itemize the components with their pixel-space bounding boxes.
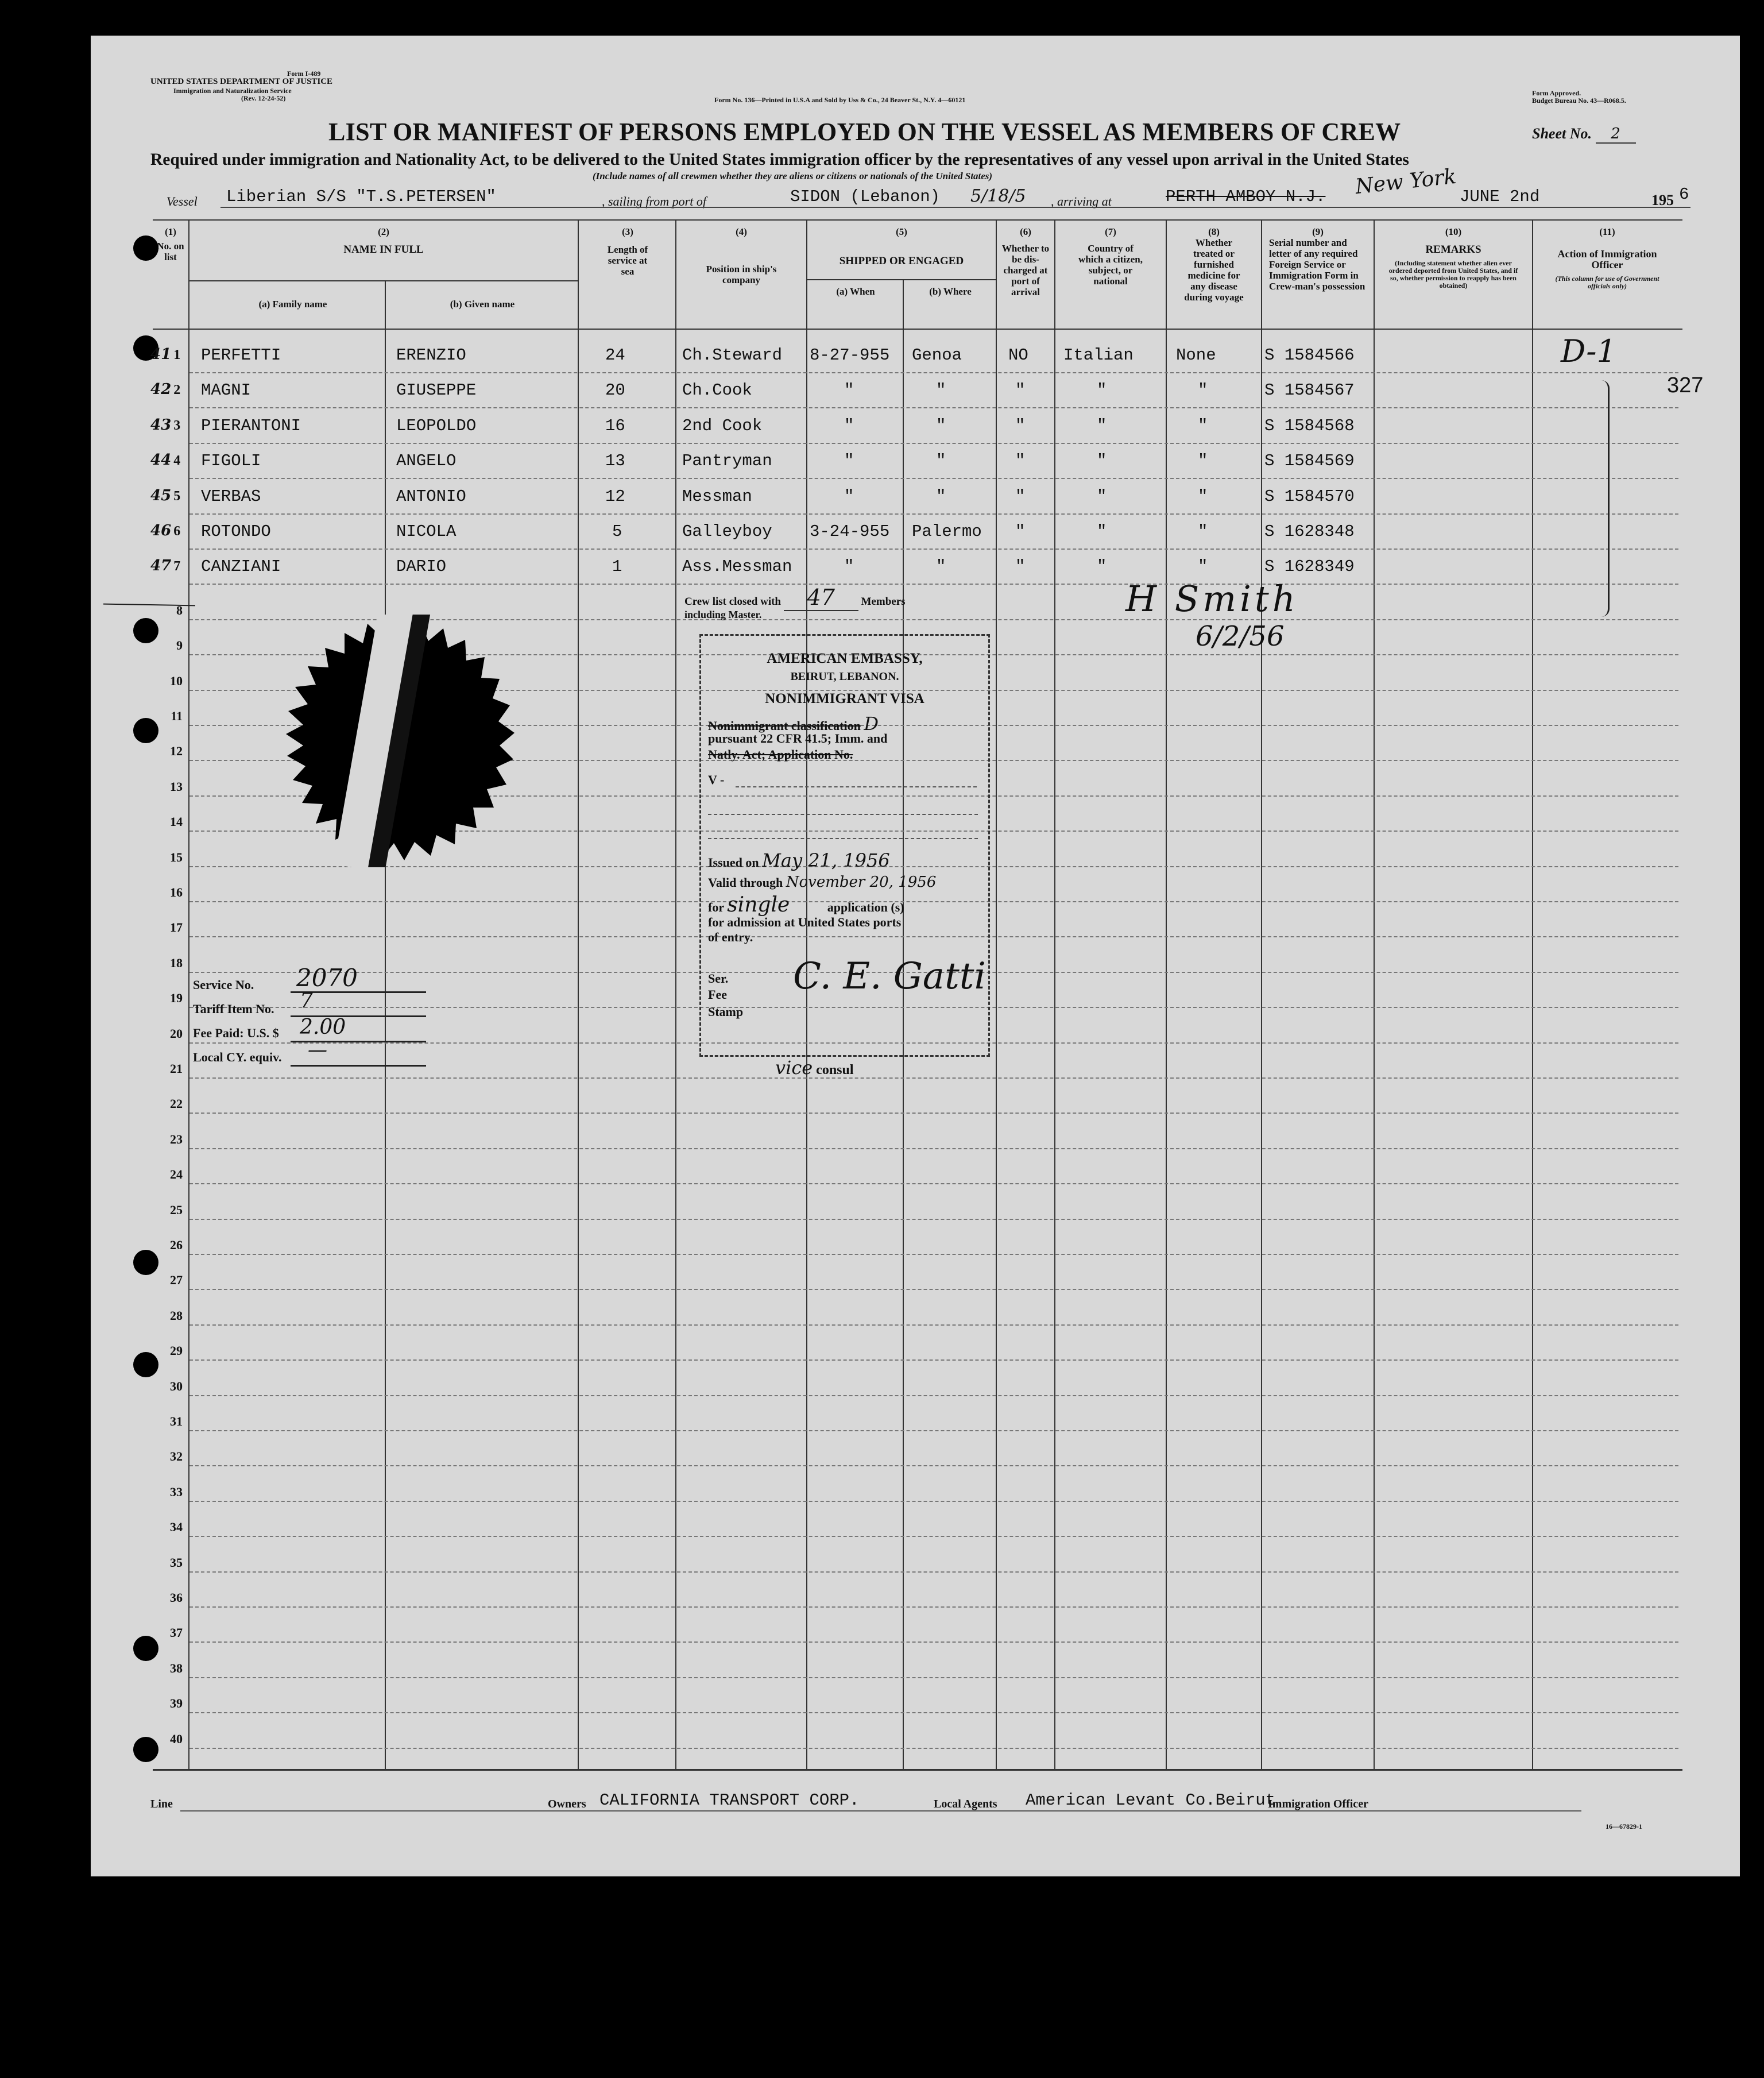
local-underline: [291, 1065, 426, 1067]
officer-label: Immigration Officer: [1268, 1798, 1368, 1810]
crew-shipped-where: ": [936, 486, 946, 506]
crew-row-number: [150, 346, 180, 363]
crew-position: Pantryman: [682, 451, 772, 471]
budget-bureau: Budget Bureau No. 43—R068.5.: [1532, 96, 1626, 105]
row-rule: [189, 1359, 1678, 1361]
crew-serial: S 1584567: [1264, 381, 1355, 400]
col-8-label: Whether treated or furnished medicine for any disease during voyage: [1184, 237, 1244, 303]
empty-row-number: 30: [170, 1378, 183, 1393]
col-4-number: (4): [736, 226, 747, 237]
visa-blank-line: [708, 814, 978, 815]
empty-row-number: 38: [170, 1660, 183, 1675]
arriving-handwritten: New York: [1354, 164, 1458, 199]
crew-given-name: ANGELO: [396, 451, 457, 471]
row-rule: [189, 1712, 1678, 1713]
col-6-label: Whether to be dis-charged at port of arrival: [1001, 243, 1050, 298]
empty-row-number: 12: [170, 744, 183, 759]
row-rule: [189, 549, 1678, 550]
empty-row-number: 9: [176, 638, 183, 653]
obscured-seal: [270, 615, 523, 867]
local-value: —: [308, 1038, 327, 1061]
service: Immigration and Naturalization Service: [173, 87, 292, 95]
crew-closed-master: including Master.: [684, 609, 762, 620]
col-rule: [1261, 219, 1262, 1770]
crew-shipped-where: ": [936, 451, 946, 471]
col-4-label: Position in ship's company: [706, 264, 777, 285]
col-1-header: [153, 226, 188, 262]
row-rule: [189, 372, 1678, 373]
vessel-underline: [220, 207, 1690, 208]
crew-country: ": [1097, 416, 1107, 435]
row-rule: [189, 1571, 1678, 1573]
table-bottom-border: [153, 1769, 1682, 1771]
crew-service: 20: [605, 381, 625, 400]
consul-signature: C. E. Gatti: [793, 955, 986, 998]
crew-row-number: [150, 557, 180, 574]
officer-bracket: [1593, 380, 1610, 617]
empty-row-number: 11: [171, 709, 183, 723]
empty-row-number: 16: [170, 885, 183, 899]
crew-serial: S 1584568: [1264, 416, 1355, 435]
page-number-stamp: 327: [1667, 373, 1704, 397]
crew-given-name: ERENZIO: [396, 346, 466, 365]
row-rule: [189, 1395, 1678, 1396]
crew-row-no: 6: [173, 524, 181, 539]
col-10-number: (10): [1445, 226, 1462, 237]
owners-value: CALIFORNIA TRANSPORT CORP.: [599, 1791, 860, 1810]
crew-service: 1: [612, 557, 622, 577]
department: UNITED STATES DEPARTMENT OF JUSTICE: [150, 77, 333, 86]
subtitle-note: (Include names of all crewmen whether they are aliens or citizens or nationals of the United States): [593, 171, 993, 181]
col-11-header: [1533, 226, 1681, 290]
col-5-header: [807, 226, 996, 266]
visa-city: BEIRUT, LEBANON.: [790, 670, 899, 683]
crew-given-name: LEOPOLDO: [396, 416, 477, 435]
col-3-number: (3): [622, 226, 633, 237]
crew-discharged: ": [1015, 557, 1026, 577]
crew-family-name: ROTONDO: [201, 522, 271, 541]
crew-medicine: ": [1198, 486, 1208, 506]
col-2b-header: (b) Given name: [450, 299, 515, 310]
empty-row-number: 32: [170, 1449, 183, 1464]
empty-row-number: 19: [170, 991, 183, 1006]
visa-issued-date: May 21, 1956: [762, 849, 890, 871]
visa-valid-date: November 20, 1956: [786, 874, 937, 891]
empty-row-number: 15: [170, 849, 183, 864]
crew-medicine: ": [1198, 451, 1208, 471]
empty-row-number: 33: [170, 1484, 183, 1499]
crew-service: 16: [605, 416, 625, 435]
col-3-label: Length of service at sea: [607, 244, 648, 277]
visa-classification-value: D: [864, 713, 879, 735]
crew-row-prefix: 41: [150, 346, 172, 363]
crew-family-name: PERFETTI: [201, 346, 281, 365]
crew-shipped-when: ": [844, 451, 854, 471]
crew-discharged: ": [1015, 451, 1026, 471]
crew-medicine: ": [1198, 381, 1208, 400]
crew-service: 5: [612, 522, 622, 541]
visa-cfr: pursuant 22 CFR 41.5; Imm. and: [708, 731, 888, 746]
crew-shipped-when: ": [844, 557, 854, 577]
crew-discharged: ": [1015, 416, 1026, 435]
agents-value: American Levant Co.Beirut: [1026, 1791, 1276, 1810]
row-rule: [189, 1324, 1678, 1326]
crew-discharged: ": [1015, 522, 1026, 541]
crew-discharged: ": [1015, 486, 1026, 506]
col-5a-header: (a) When: [836, 286, 875, 297]
col-2-number: (2): [378, 226, 389, 237]
consul-label: consul: [816, 1063, 854, 1077]
empty-row-number: 14: [170, 814, 183, 829]
visa-valid-label: Valid through: [708, 875, 783, 890]
header-bottom-border: [153, 329, 1682, 330]
col-2-header: [189, 226, 578, 255]
col-rule: [1166, 219, 1167, 1770]
crew-discharged: NO: [1008, 346, 1028, 365]
name-divider: [189, 280, 578, 281]
visa-embassy: AMERICAN EMBASSY,: [767, 651, 923, 666]
crew-row-prefix: 44: [150, 451, 172, 469]
row-rule: [189, 584, 1678, 585]
fee-value: 2.00: [300, 1015, 346, 1039]
crew-country: ": [1097, 381, 1107, 400]
year-prefix: 195: [1651, 192, 1674, 208]
visa-blank-line: [736, 786, 977, 787]
visa-admission: for admission at United States ports: [708, 915, 902, 929]
crew-service: 24: [605, 346, 625, 365]
crew-closed-line: [684, 585, 906, 611]
crew-closed-suffix: Members: [861, 596, 906, 608]
row-rule: [189, 1748, 1678, 1749]
local-label: Local CY. equiv.: [193, 1050, 282, 1064]
row-rule: [189, 407, 1678, 408]
crew-country: ": [1097, 557, 1107, 577]
footer-underline: [180, 1810, 1581, 1812]
col-1-label: No. on list: [157, 241, 184, 262]
visa-entry: of entry.: [708, 930, 753, 944]
empty-row-number: 20: [170, 1026, 183, 1041]
col-9-number: (9): [1312, 226, 1324, 237]
crew-given-name: GIUSEPPE: [396, 381, 477, 400]
col-rule: [578, 219, 579, 1770]
vessel-name: Liberian S/S "T.S.PETERSEN": [226, 187, 496, 206]
crew-given-name: DARIO: [396, 557, 447, 577]
col-10-note: (Including statement whether alien ever ordered deported from United States, and if so, whether permission to reapply has been obtained): [1388, 259, 1518, 289]
arriving-port: PERTH AMBOY N.J.: [1166, 187, 1326, 206]
col-rule: [188, 219, 189, 1770]
empty-row-number: 17: [170, 920, 183, 935]
printer-line: Form No. 136—Printed in U.S.A and Sold by Uss & Co., 24 Beaver St., N.Y. 4—60121: [714, 96, 966, 104]
crew-shipped-where: ": [936, 381, 946, 400]
crew-position: Messman: [682, 486, 752, 506]
visa-for: [708, 893, 904, 917]
shipped-divider: [806, 279, 996, 280]
visa-issued-label: Issued on: [708, 855, 759, 870]
crew-country: ": [1097, 486, 1107, 506]
empty-row-number: 39: [170, 1696, 183, 1711]
crew-given-name: ANTONIO: [396, 486, 466, 506]
form-code: 16—67829-1: [1606, 1822, 1642, 1830]
visa-stamp: [699, 634, 990, 1057]
col-9-header: [1262, 226, 1374, 292]
crew-row-number: [150, 451, 180, 469]
subtitle: Required under immigration and Nationality Act, to be delivered to the United States immigration officer by the representatives of any vessel upon arrival in the United States: [150, 150, 1409, 169]
crew-family-name: VERBAS: [201, 486, 261, 506]
row-rule: [189, 1677, 1678, 1678]
row-rule: [189, 1219, 1678, 1220]
crew-row-no: 1: [173, 347, 181, 362]
visa-classification-label: Nonimmigrant classification: [708, 719, 861, 733]
crew-row-prefix: 47: [150, 557, 172, 575]
empty-row-number: 26: [170, 1238, 183, 1252]
crew-position: Galleyboy: [682, 522, 772, 541]
crew-shipped-where: ": [936, 557, 946, 577]
visa-application: Natly. Act; Application No.: [708, 747, 853, 762]
crew-position: Ch.Steward: [682, 346, 783, 365]
crew-row-number: [150, 416, 180, 434]
visa-fee: Fee: [708, 987, 727, 1002]
empty-row-number: 40: [170, 1731, 183, 1746]
crew-medicine: ": [1198, 416, 1208, 435]
empty-row-number: 37: [170, 1625, 183, 1640]
crew-row-prefix: 45: [150, 486, 172, 504]
col-8-number: (8): [1208, 226, 1220, 237]
tariff-label: Tariff Item No.: [193, 1002, 274, 1016]
crew-serial: S 1584570: [1264, 486, 1355, 506]
crew-row-prefix: 46: [150, 522, 172, 539]
crew-shipped-when: ": [844, 381, 854, 400]
col-11-number: (11): [1599, 226, 1615, 237]
row-rule: [189, 1148, 1678, 1149]
crew-family-name: MAGNI: [201, 381, 252, 400]
visa-blank-line: [708, 838, 978, 839]
footer-line: [150, 1793, 1678, 1816]
visa-for-label: for: [708, 900, 724, 914]
col-rule: [1374, 219, 1375, 1770]
crew-row-no: 4: [173, 453, 181, 469]
table-top-border: [153, 219, 1682, 221]
empty-row-number: 23: [170, 1131, 183, 1146]
visa-type: NONIMMIGRANT VISA: [765, 691, 924, 706]
visa-valid: [708, 874, 936, 891]
empty-row-number: 22: [170, 1096, 183, 1111]
crew-shipped-when: 8-27-955: [810, 346, 890, 365]
col-2-label: NAME IN FULL: [343, 244, 424, 256]
line-label: Line: [150, 1798, 173, 1810]
col-5b-header: (b) Where: [929, 286, 972, 297]
row-rule: [189, 1254, 1678, 1255]
col-7-label: Country of which a citizen, subject, or national: [1078, 243, 1143, 287]
row-rule: [189, 1606, 1678, 1608]
sailing-label: , sailing from port of: [602, 194, 706, 208]
officer-signature: H Smith: [1125, 578, 1299, 620]
form-id: Form I-489: [287, 69, 321, 78]
empty-row-number: 28: [170, 1308, 183, 1323]
empty-row-number: 13: [170, 779, 183, 794]
tariff-value: 7: [300, 989, 313, 1013]
crew-medicine: ": [1198, 557, 1208, 577]
page-title: LIST OR MANIFEST OF PERSONS EMPLOYED ON THE VESSEL AS MEMBERS OF CREW: [328, 118, 1401, 146]
crew-closed-count: 47: [784, 585, 858, 611]
crew-country: ": [1097, 522, 1107, 541]
col-rule: [1532, 219, 1533, 1770]
row-rule: [189, 478, 1678, 479]
col-11-note: (This column for use of Government officials only): [1555, 275, 1659, 290]
crew-shipped-when: ": [844, 416, 854, 435]
empty-row-number: 36: [170, 1590, 183, 1605]
crew-shipped-where: Palermo: [912, 522, 982, 541]
crew-row-number: [150, 487, 180, 504]
visa-stamp-label: Stamp: [708, 1005, 744, 1019]
officer-date: 6/2/56: [1196, 620, 1285, 652]
visa-issued: [708, 849, 890, 871]
crew-country: Italian: [1063, 346, 1134, 365]
crew-position: Ass.Messman: [682, 557, 792, 577]
service-label: Service No.: [193, 978, 254, 992]
crew-family-name: FIGOLI: [201, 451, 261, 471]
crew-position: Ch.Cook: [682, 381, 752, 400]
empty-row-number: 31: [170, 1414, 183, 1428]
row-rule: [189, 513, 1678, 515]
owners-label: Owners: [548, 1798, 586, 1810]
col-rule: [996, 219, 997, 1770]
sheet-value: 2: [1596, 125, 1636, 144]
empty-row-number: 21: [170, 1061, 183, 1076]
crew-serial: S 1584566: [1264, 346, 1355, 365]
empty-row-number: 29: [170, 1343, 183, 1358]
crew-shipped-where: Genoa: [912, 346, 962, 365]
empty-row-number: 35: [170, 1555, 183, 1570]
crew-medicine: None: [1176, 346, 1216, 365]
col-7-header: [1055, 226, 1166, 287]
col-2a-header: (a) Family name: [258, 299, 327, 310]
row-rule: [189, 1289, 1678, 1290]
crew-medicine: ": [1198, 522, 1208, 541]
col-9-label: Serial number and letter of any required Foreign Service or Immigration Form in Crew-man's possession: [1269, 237, 1365, 292]
crew-service: 12: [605, 486, 625, 506]
arrival-date: JUNE 2nd: [1460, 187, 1540, 206]
crew-discharged: ": [1015, 381, 1026, 400]
col-6-number: (6): [1020, 226, 1031, 237]
crew-serial: S 1584569: [1264, 451, 1355, 471]
col-11-label: Action of Immigration Officer: [1557, 248, 1657, 271]
crew-shipped-where: ": [936, 416, 946, 435]
service-value: 2070: [296, 964, 358, 992]
col-rule: [1054, 219, 1055, 1770]
vessel-label: Vessel: [167, 194, 198, 208]
col-4-header: [676, 226, 806, 285]
crew-serial: S 1628349: [1264, 557, 1355, 577]
agents-label: Local Agents: [934, 1798, 997, 1810]
crew-row-prefix: 42: [150, 381, 172, 399]
row-rule: [189, 1536, 1678, 1537]
crew-shipped-when: 3-24-955: [810, 522, 890, 541]
crew-row-prefix: 43: [150, 416, 172, 434]
empty-row-number: 25: [170, 1202, 183, 1217]
row-rule: [189, 1113, 1678, 1114]
crew-row-number: [150, 522, 180, 539]
empty-row-number: 27: [170, 1273, 183, 1288]
row-rule: [189, 1077, 1678, 1079]
col-rule: [675, 219, 676, 1770]
row-rule: [189, 1641, 1678, 1643]
revision: (Rev. 12-24-52): [241, 94, 286, 102]
col-6-header: [997, 226, 1054, 298]
visa-v-line: V -: [708, 773, 725, 787]
col-10-label: REMARKS: [1425, 244, 1481, 256]
visa-app-label: application (s): [827, 900, 904, 914]
col-10-header: [1375, 226, 1532, 289]
arriving-label: , arriving at: [1051, 194, 1112, 208]
sailing-date-handwritten: 5/18/5: [970, 186, 1026, 206]
crew-given-name: NICOLA: [396, 522, 457, 541]
crew-family-name: PIERANTONI: [201, 416, 301, 435]
crew-position: 2nd Cook: [682, 416, 763, 435]
crew-shipped-when: ": [844, 486, 854, 506]
sheet-label: Sheet No.: [1532, 125, 1592, 142]
crew-serial: S 1628348: [1264, 522, 1355, 541]
officer-action: D-1: [1561, 333, 1616, 369]
crew-service: 13: [605, 451, 625, 471]
col-8-header: [1167, 226, 1261, 303]
form-approved: Form Approved.: [1532, 89, 1581, 97]
col-5-label: SHIPPED OR ENGAGED: [839, 255, 964, 267]
col-1-number: (1): [165, 226, 176, 237]
row-rule: [189, 1501, 1678, 1502]
fees-block: [193, 964, 434, 1073]
sheet-number: [1532, 125, 1636, 144]
row-rule: [189, 443, 1678, 444]
consul-prefix: vice: [775, 1057, 813, 1079]
col-5-number: (5): [896, 226, 907, 237]
fee-label: Fee Paid: U.S. $: [193, 1026, 279, 1040]
crew-row-number: [150, 381, 180, 398]
crew-row-no: 3: [173, 418, 181, 433]
sailing-port: SIDON (Lebanon): [790, 187, 941, 206]
visa-for-value: single: [727, 893, 790, 917]
consul-title: [775, 1057, 854, 1079]
crew-row-no: 5: [173, 488, 181, 504]
row-rule: [189, 1465, 1678, 1466]
year-suffix: 6: [1679, 185, 1689, 204]
crew-family-name: CANZIANI: [201, 557, 281, 577]
empty-row-number: 8: [176, 602, 183, 617]
crew-row-no: 2: [173, 383, 181, 398]
crew-row-no: 7: [173, 559, 181, 574]
punch-hole: [133, 1250, 158, 1275]
visa-ser: Ser.: [708, 971, 729, 986]
crew-country: ": [1097, 451, 1107, 471]
row-rule: [189, 1430, 1678, 1431]
empty-row-number: 34: [170, 1520, 183, 1535]
crew-closed-label: Crew list closed with: [684, 596, 781, 608]
empty-row-number: 18: [170, 955, 183, 970]
row-rule: [189, 1183, 1678, 1184]
empty-row-number: 24: [170, 1167, 183, 1182]
empty-row-number: 10: [170, 673, 183, 688]
col-7-number: (7): [1105, 226, 1116, 237]
col-3-header: [580, 226, 675, 277]
